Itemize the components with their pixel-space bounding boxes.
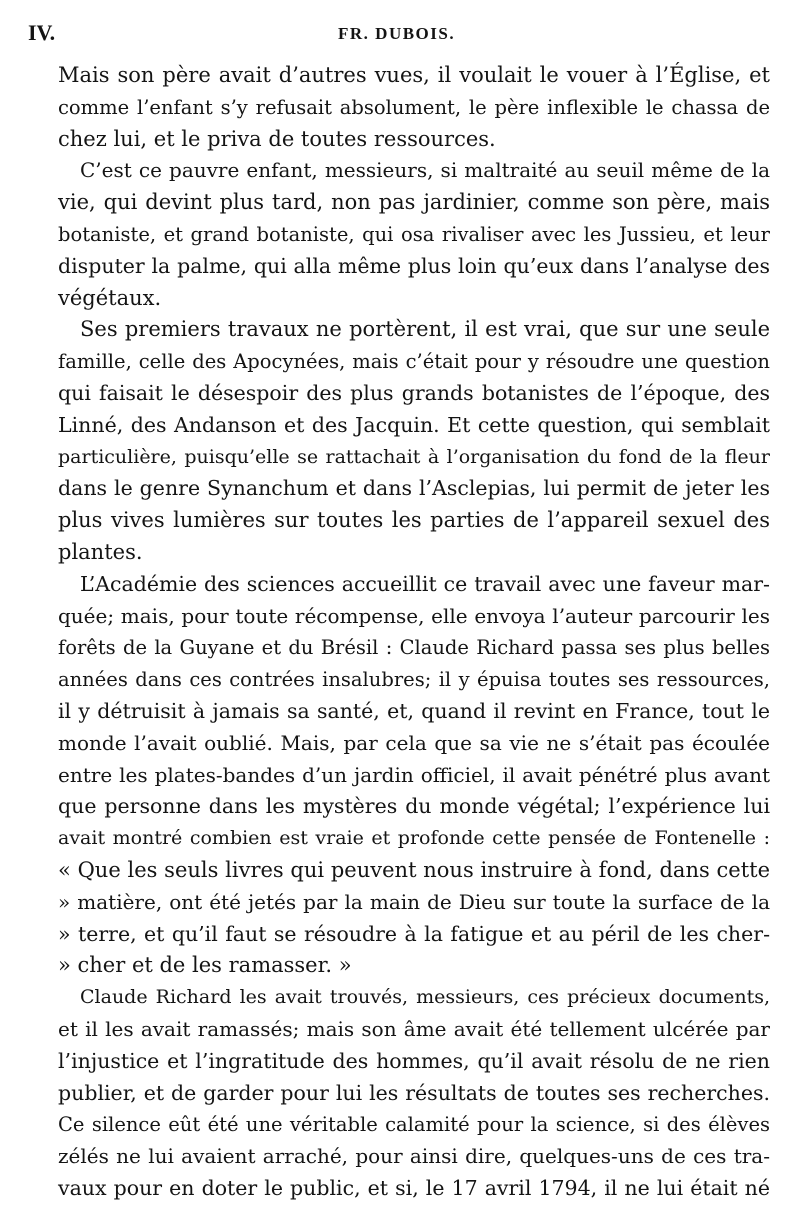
text-line: années dans ces contrées insalubres; il y épuisa toutes ses ressources,: [58, 668, 770, 692]
text-line: Ses premiers travaux ne portèrent, il est vrai, que sur une seule: [80, 317, 770, 342]
quote-line: » matière, ont été jetés par la main de Dieu sur toute la surface de la: [58, 889, 770, 914]
text-line: Claude Richard les avait trouvés, messieurs, ces précieux documents,: [80, 986, 770, 1009]
paragraph-3: [58, 314, 770, 568]
text-line: et il les avait ramassés; mais son âme avait été tellement ulcérée par: [58, 1016, 770, 1041]
text-line: vie, qui devint plus tard, non pas jardinier, comme son père, mais: [58, 190, 770, 215]
running-title: FR. DUBOIS.: [338, 24, 456, 43]
text-line: l’injustice et l’ingratitude des hommes, qu’il avait résolu de ne rien: [58, 1048, 770, 1073]
text-line: Ce silence eût été une véritable calamité pour la science, si des élèves: [58, 1113, 770, 1137]
text-line: famille, celle des Apocynées, mais c’était pour y résoudre une question: [58, 350, 770, 374]
text-line: que personne dans les mystères du monde végétal; l’expérience lui: [58, 794, 770, 819]
text-line: Linné, des Andanson et des Jacquin. Et cette question, qui semblait: [58, 412, 770, 437]
paragraph-4: [58, 569, 770, 982]
text-line: plantes.: [58, 539, 143, 564]
text-line: végétaux.: [58, 285, 162, 310]
page-number: IV.: [28, 20, 56, 45]
text-line: publier, et de garder pour lui les résultats de toutes ses recherches.: [58, 1080, 770, 1105]
text-line: qui faisait le désespoir des plus grands botanistes de l’époque, des: [58, 380, 770, 405]
text-line: forêts de la Guyane et du Brésil : Claude Richard passa ses plus belles: [58, 636, 770, 660]
paragraph-2: [58, 155, 770, 314]
text-line: dans le genre Synanchum et dans l’Asclepias, lui permit de jeter les: [58, 476, 770, 501]
body-text: [58, 60, 770, 1205]
quote-line: « Que les seuls livres qui peuvent nous instruire à fond, dans cette: [58, 857, 770, 882]
text-line: comme l’enfant s’y refusait absolument, le père inflexible le chassa de: [58, 95, 770, 119]
text-line: chez lui, et le priva de toutes ressources.: [58, 126, 496, 151]
text-line: avait montré combien est vraie et profonde cette pensée de Fontenelle :: [58, 827, 770, 850]
text-line: vaux pour en doter le public, et si, le 17 avril 1794, il ne lui était né: [58, 1175, 770, 1200]
text-line: zélés ne lui avaient arraché, pour ainsi dire, quelques-uns de ces tra-: [58, 1144, 770, 1169]
quote-line: » terre, et qu’il faut se résoudre à la fatigue et au péril de les cher-: [58, 921, 770, 946]
text-line: il y détruisit à jamais sa santé, et, quand il revint en France, tout le: [58, 698, 770, 723]
paragraph-1: [58, 60, 770, 155]
text-line: monde l’avait oublié. Mais, par cela que sa vie ne s’était pas écoulée: [58, 730, 770, 755]
text-line: botaniste, et grand botaniste, qui osa rivaliser avec les Jussieu, et leur: [58, 222, 770, 246]
text-line: L’Académie des sciences accueillit ce travail avec une faveur mar-: [80, 571, 770, 596]
text-line: quée; mais, pour toute récompense, elle envoya l’auteur parcourir les: [58, 603, 770, 628]
text-line: Mais son père avait d’autres vues, il voulait le vouer à l’Église, et: [58, 63, 770, 87]
text-line: C’est ce pauvre enfant, messieurs, si maltraité au seuil même de la: [80, 158, 770, 183]
quote-line: » cher et de les ramasser. »: [58, 953, 352, 978]
text-line: plus vives lumières sur toutes les parties de l’appareil sexuel des: [58, 508, 770, 533]
text-line: disputer la palme, qui alla même plus loin qu’eux dans l’analyse des: [58, 253, 770, 278]
text-line: entre les plates-bandes d’un jardin officiel, il avait pénétré plus avant: [58, 762, 770, 787]
page-header: [28, 20, 772, 54]
text-line: particulière, puisqu’elle se rattachait à l’organisation du fond de la fleur: [58, 445, 770, 468]
paragraph-5: [58, 982, 770, 1205]
